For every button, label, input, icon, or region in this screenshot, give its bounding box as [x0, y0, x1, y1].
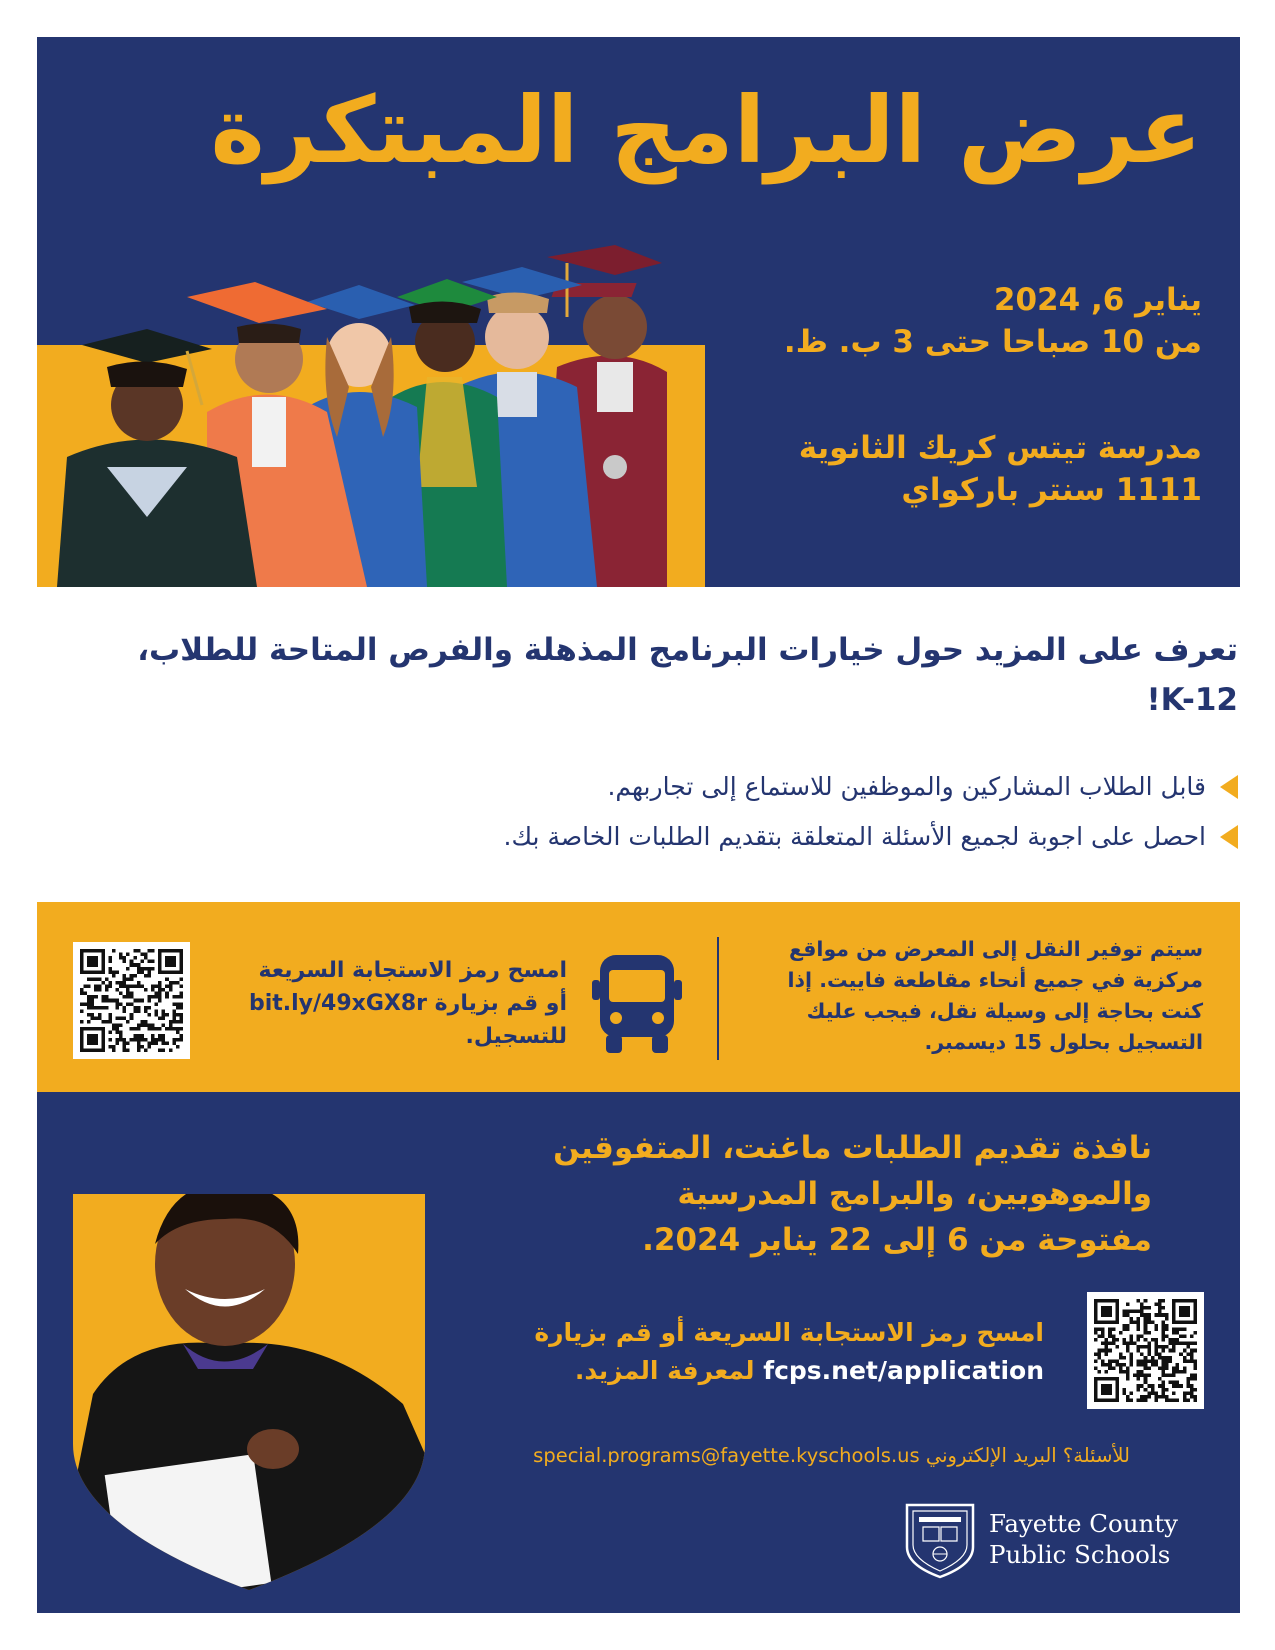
fcps-logo [903, 1496, 1203, 1582]
qr-code-icon [1094, 1299, 1197, 1402]
divider [717, 937, 719, 1060]
intro-heading: تعرف على المزيد حول خيارات البرنامج المذهلة والفرص المتاحة للطلاب، K-12! [137, 632, 1238, 718]
application-qr-code-icon[interactable] [1087, 1292, 1204, 1409]
logo-line: Public Schools [989, 1540, 1171, 1569]
application-link[interactable]: fcps.net/application [763, 1356, 1044, 1385]
scan-suffix: لمعرفة المزيد. [574, 1356, 755, 1385]
event-date: يناير 6, 2024 [993, 282, 1202, 318]
scan-instructions [424, 1314, 1044, 1390]
logo-line: Fayette County [989, 1509, 1179, 1538]
event-time: من 10 صباحا حتى 3 ب. ظ. [783, 324, 1202, 360]
contact-email-line [533, 1444, 1130, 1467]
application-line: والموهوبين، والبرامج المدرسية [677, 1176, 1152, 1212]
transport-band [37, 902, 1240, 1092]
bus-icon [592, 950, 682, 1055]
bullet-text: احصل على اجوبة لجميع الأسئلة المتعلقة بتقديم الطلبات الخاصة بك. [503, 822, 1206, 851]
event-location [799, 427, 1202, 511]
school-seal-icon [903, 1499, 977, 1579]
event-address: 1111 سنتر باركواي [901, 472, 1202, 508]
bullet-text: قابل الطلاب المشاركين والموظفين للاستماع إلى تجاربهم. [607, 772, 1206, 801]
graduates-photo [37, 227, 705, 587]
triangle-bullet-icon [1220, 825, 1238, 849]
register-instructions [237, 954, 567, 1053]
event-title: عرض البرامج المبتكرة [210, 77, 1202, 184]
hero-banner [37, 37, 1240, 587]
triangle-bullet-icon [1220, 775, 1238, 799]
register-link[interactable]: أو قم بزيارة bit.ly/49xGX8r [248, 991, 567, 1016]
register-line: للتسجيل. [465, 1024, 567, 1049]
event-school: مدرسة تيتس كريك الثانوية [798, 430, 1202, 466]
scan-line: امسح رمز الاستجابة السريعة أو قم بزيارة [534, 1318, 1044, 1347]
qr-code-icon [80, 949, 183, 1052]
application-line: مفتوحة من 6 إلى 22 يناير 2024. [642, 1222, 1152, 1258]
register-line: امسح رمز الاستجابة السريعة [258, 958, 567, 983]
list-item [607, 772, 1238, 801]
transport-text: سيتم توفير النقل إلى المعرض من مواقع مركزية في جميع أنحاء مقاطعة فاييت. إذا كنت بحاجة إلى وسيلة نقل، فيجب عليك التسجيل بحلول 15 ديسمبر. [787, 937, 1203, 1054]
email-link[interactable]: special.programs@fayette.kyschools.us [533, 1444, 920, 1467]
application-window [432, 1125, 1152, 1263]
application-line: نافذة تقديم الطلبات ماغنت، المتفوقين [553, 1130, 1152, 1166]
student-photo [73, 1194, 425, 1590]
email-label: للأسئلة؟ البريد الإلكتروني [925, 1444, 1130, 1467]
event-date-time [784, 279, 1202, 363]
fcps-name [989, 1508, 1178, 1570]
registration-qr-code-icon[interactable] [73, 942, 190, 1059]
application-section [37, 1092, 1240, 1613]
list-item [504, 822, 1238, 851]
